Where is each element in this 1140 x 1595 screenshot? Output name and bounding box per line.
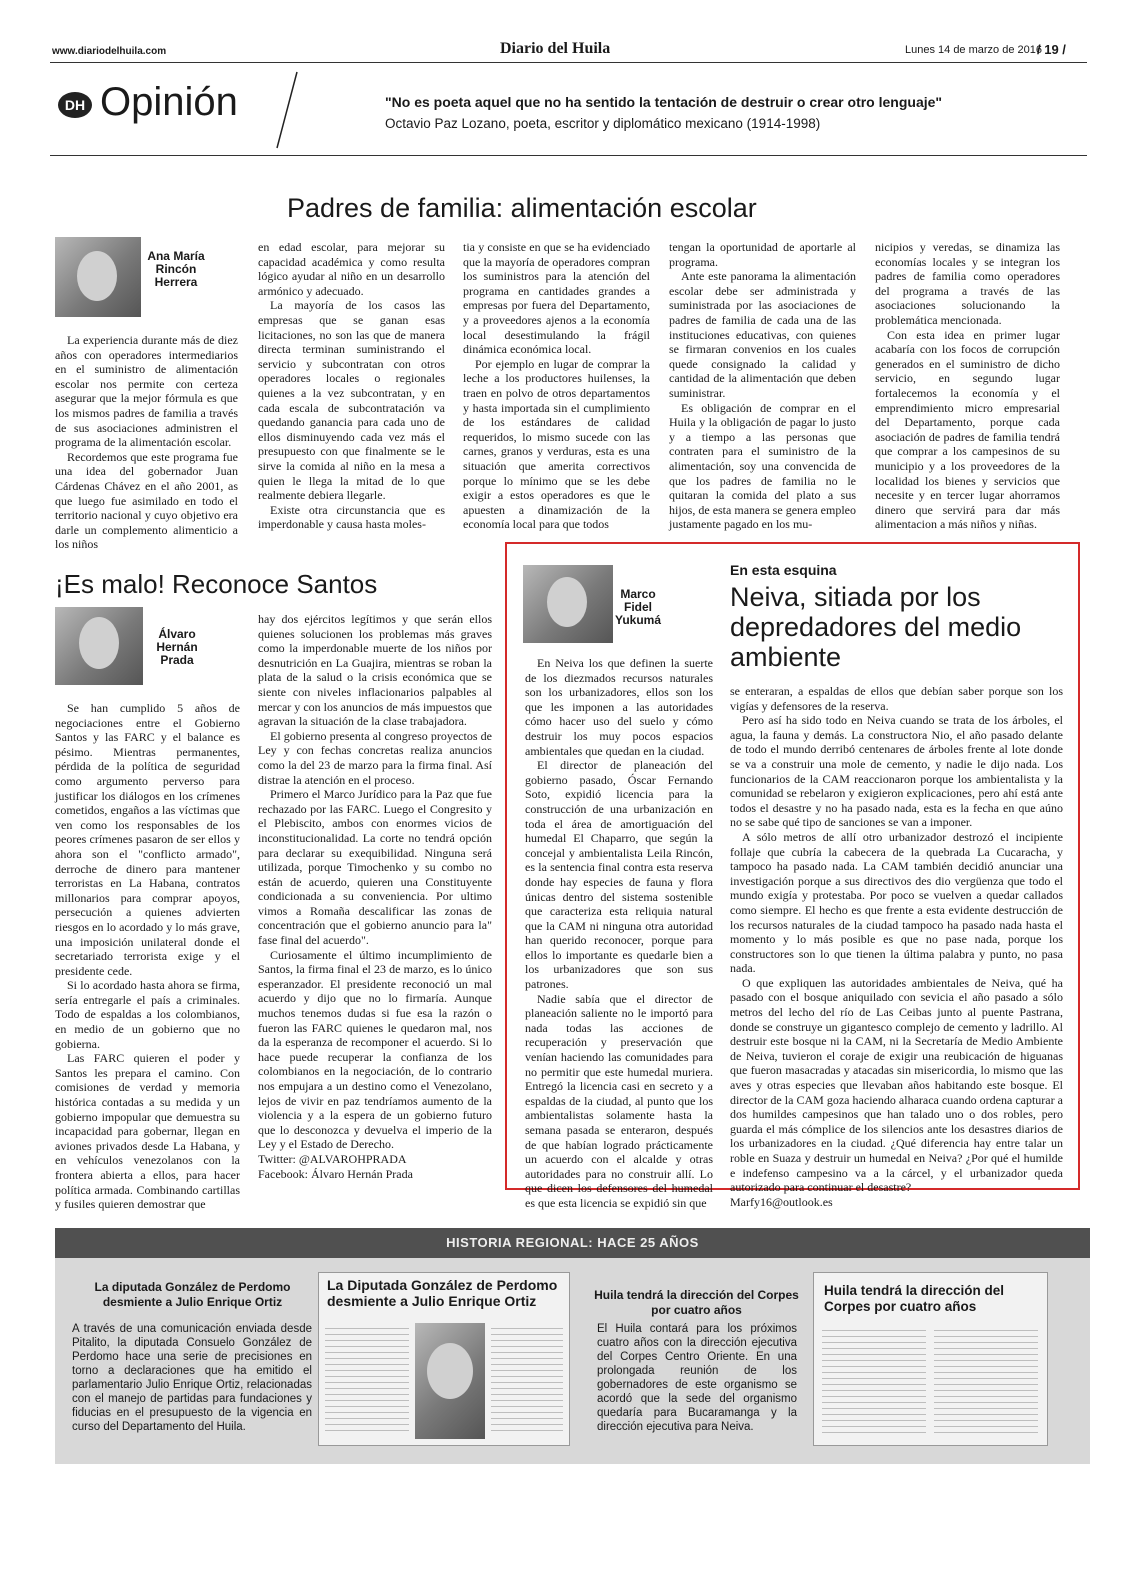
clipping-text-block [822, 1325, 926, 1437]
historia-item-title: Huila tendrá la dirección del Corpes por cuatro años [594, 1288, 799, 1317]
publication-date: Lunes 14 de marzo de 2016 [905, 44, 1042, 56]
article-column: hay dos ejércitos legítimos y que serán ellos quienes solucionen los problemas más graves como la imperdonable muerte de los niños por desnutrición en La Guajira, mientras se roban la plata de la salud o la crisis económica que se siente con niveles inflacionarios palpables al mercar y con los anuncios de más impuestos que agravan la situación de la clase trabajadora. El gobierno presenta al congreso proyectos de Ley y con fechas concretas realiza anuncios como la del 23 de marzo para la firma final. Así distrae la atención en el proceso. Primero el Marco Jurídico para la Paz que fue rechazado por las FARC. Luego el Congresito y el Plebiscito, ambos con enormes vicios de inconstitucionalidad. La corte no tendrá opción para declarar su exequibilidad. Ninguna será utilizada, porque Timochenko y su combo no están de acuerdo, quieren una Constituyente condicionada a su conveniencia. Por ultimo vimos a Romaña descalificar las zonas de concentración que el gobierno anuncio para la" fase final del acuerdo". Curiosamente el último incumplimiento de Santos, la firma final el 23 de marzo, es lo único esperanzador. El presidente reconoció un mal acuerdo y dijo que no lo firmaría. Aunque muchos tenemos dudas si fue esa la razón o fueron las FARC quienes le quedaron mal, nos da la esperanza de recomponer el acuerdo. Si lo hace puede recuperar la confianza de los colombianos en la negociación, de lo contrario nos empujara a un destino como el Venezolano, lejos de vivir en paz tendríamos aumento de la violencia y a la espera de un gobierno futuro que lo desconozca y devuelva el imperio de la Ley y el Estado de Derecho. Twitter: @ALVAROHPRADA Facebook: Álvaro Hernán Prada [258, 612, 492, 1181]
article-column: se enteraran, a espaldas de ellos que debían saber porque son los vigías y defensores de la reserva. Pero así ha sido todo en Neiva cuando se trata de los árboles, el agua, la fauna y demás. La constructora Nio, el año pasado delante de todo el mundo derribó centenares de árboles frente al lote donde se va a construir una mole de cemento, y nadie le dijo nada. Los funcionarios de la CAM reaccionaron porque los ambientalista y la comunidad se rebelaron y exigieron explicaciones, pero ahí está ante todos el desastre y no ha pasado nada, esta es la fecha en que aúno no se sabe qué tipo de sanciones se van a imponer. A sólo metros de allí otro urbanizador destrozó el incipiente follaje que cubría la cabecera de la quebrada La Cucaracha, y tampoco ha pasado nada. La CAM también decidió anunciar una investigación porque a sus directivos des dio vergüenza que todo el mundo exigía y protestaba. Por poco se vuelven a quedar callados como siempre. El hecho es que frente a esta evidente destrucción de los recursos naturales de la ciudad tampoco ha pasado nada hasta el momento y lo más posible es que no pase nada, porque los constructores son lo que tienen la última palabra y punto, no pasa nada. O que expliquen las autoridades ambientales de Neiva, qué ha pasado con el bosque aniquilado con sevicia el año pasado a sólo metros del lecho del río de Las Ceibas junto al puente Pastrana, donde se construye un gigantesco complejo de cemento y ladrillo. Al destruir este bosque ni la CAM, ni la Secretaría de Medio Ambiente de Neiva, tuvieron el coraje de exigir una reubicación de higuanas que fueron masacradas y atacadas sin misericordia, lo mismo que las aves y otras especies que llevaban años habitando este bosque. El director de la CAM goza haciendo alharaca cuando ordena capturar a dos humildes campesinos que han talado uno o dos robles, pero guarda el más cómplice de los silencios ante los desastres diarios de los urbanizadores en la ciudad. ¿Qué diferencia hay entre talar un roble en Suaza y destruir un humedal en Neiva? ¿Por qué el humilde e indefenso campesino va a la cárcel, y el urbanizador queda autorizado para continuar el desastre? Marfy16@outlook.es [730, 684, 1063, 1209]
clipping-headline: Huila tendrá la dirección del Corpes por cuatro años [824, 1283, 1005, 1314]
article-column: nicipios y veredas, se dinamiza las economías locales y se integran los padres de familia como operadores del programa a través de las asociaciones solucionando la problemática mencionada. Con esta idea en primer lugar acabaría con los focos de corrupción generados en el suministro de dicho servicio, en segundo lugar fortalecemos la economía y el emprendimiento micro empresarial del Departamento, porque cada asociación de padres de familia tendrá que comprar a los campesinos de su municipio y a los proveedores de la localidad los bienes y servicios que necesite y en tercer lugar ahorramos dinero que servirá para dar más alimentacion a más niños y niñas. [875, 240, 1060, 532]
newspaper-name: Diario del Huila [500, 40, 611, 57]
newspaper-clipping [318, 1272, 570, 1446]
section-title: Opinión [100, 80, 238, 124]
historia-item-body: El Huila contará para los próximos cuatro años con la dirección ejecutiva del Corpes Centro Oriente. En una prolongada reunión de los gobernadores de este organismo se acordó que la sede del organismo quedaría para Bucaramanga y la dirección ejecutiva para Neiva. [597, 1323, 797, 1433]
page-number: / 19 / [1037, 42, 1066, 57]
article-column: Se han cumplido 5 años de negociaciones entre el Gobierno Santos y las FARC y el balance es pésimo. Mientras permanentes, pérdida de la política de seguridad como argumento perverso para justificar los diálogos en los crímenes cometidos, engaños a las víctimas que ven como los responsables de los peores crímenes pasaron de ser ellos y ahora son el "conflicto armado", derroche de dinero para mantener terroristas en La Habana, contratos millonarios para comprar apoyos, persecución a quienes advierten riesgos en lo acordado y lo más grave, una imposición unilateral donde el secretariado terrorista exige y el presidente cede. Si lo acordado hasta ahora se firma, sería entregarle el país a criminales. Todo de espaldas a los colombianos, en medio de un gobierno que no gobierna. Las FARC quieren el poder y Santos les prepara el camino. Con comisiones de verdad y memoria histórica contadas a su medida y un gobierno impopular que demuestra su incapacidad para gobernar, llegan en aviones privados desde La Habana, y en vehículos venezolanos con la frontera abierta a ellos, para hacer política armada. Combinando cartillas y fusiles quieren demostrar que [55, 701, 240, 1212]
article-title: ¡Es malo! Reconoce Santos [55, 569, 378, 599]
author-photo [55, 607, 143, 685]
clipping-headline: La Diputada González de Perdomo desmiente a Julio Enrique Ortiz [327, 1277, 558, 1309]
author-email: Marfy16@outlook.es [730, 1194, 833, 1209]
clipping-text-block [325, 1323, 409, 1433]
article-column: tengan la oportunidad de aportarle al programa. Ante este panorama la alimentación escolar debe ser administrada y suministrada por las asociaciones de padres de familia de cada una de las instituciones educativas, con quienes se firmaran convenios en los cuales quede consignado la calidad y cantidad de la alimentación que deben suministrar. Es obligación de comprar en el Huila y la obligación de pagar lo justo y a tiempo a las personas que contraten para el suministro de la alimentación, soy una convencida de que los padres de familia no le quitaran la comida del plato a sus hijos, de esta manera se genera empleo justamente pagado en los mu- [669, 240, 856, 532]
historia-item-body: A través de una comunicación enviada desde Pitalito, la diputada Consuelo González de Perdomo hace una serie de precisiones en torno a declaraciones que ha emitido el parlamentario Julio Enrique Ortiz, relacionadas con el manejo de partidas para fundaciones y fiducias en el presupuesto de la vigencia en curso del Departamento del Huila. [72, 1323, 312, 1433]
author-name: Marco Fidel Yukumá [614, 587, 662, 627]
clipping-photo [415, 1323, 485, 1439]
author-photo [523, 565, 613, 643]
article-column: La experiencia durante más de diez años con operadores intermediarios en el suministro de alimentación escolar nos permite con certeza asegurar que la mejor fórmula es que los mismos padres de familia a través de sus asociaciones administren el programa de la alimentación escolar. Recordemos que este programa fue una idea del gobernador Juan Cárdenas Chávez en el año 2001, as que luego fue asimilado en todo el territorio nacional y cuyo objetivo era darle un complemento alimenticio a los niños [55, 333, 238, 552]
article-column: tia y consiste en que se ha evidenciado que la mayoría de operadores compran los suministros para la atención del programa en cantidades grandes a empresas por fuera del Departamento, y a proveedores ajenos a la economía local desestimulando la frágil dinámica económica local. Por ejemplo en lugar de comprar la leche a los productores huilenses, la traen en polvo de otros departamentos y hasta importada sin el cumplimiento de los estándares de calidad requeridos, lo mismo sucede con las carnes, granos y verduras, esta es una situación que amerita correctivos porque lo mínimo que se les debe exigir a estos operadores es que le apuesten a dinamización de la economía local para que todos [463, 240, 650, 532]
article-title: Neiva, sitiada por los depredadores del medio ambiente [730, 582, 1022, 672]
historia-banner: HISTORIA REGIONAL: HACE 25 AÑOS [55, 1228, 1090, 1258]
author-name: Álvaro Hernán Prada [156, 627, 198, 667]
author-photo [55, 237, 141, 317]
header-rule [50, 62, 1087, 63]
newspaper-clipping [813, 1272, 1048, 1446]
column-kicker: En esta esquina [730, 562, 837, 578]
clipping-text-block [491, 1323, 563, 1433]
twitter-handle: Twitter: @ALVAROHPRADA [258, 1151, 407, 1166]
quote-attribution: Octavio Paz Lozano, poeta, escritor y diplomático mexicano (1914-1998) [385, 116, 821, 131]
historia-item-title: La diputada González de Perdomo desmiente a Julio Enrique Ortiz [94, 1280, 291, 1309]
website-url: www.diariodelhuila.com [52, 46, 167, 57]
article-column: En Neiva los que definen la suerte de los diezmados recursos naturales son los urbanizadores, ellos son los que les imponen a las autoridades cómo hacer uso del suelo y cómo destruir los muy pocos espacios ambientales que quedan en la ciudad. El director de planeación del gobierno pasado, Óscar Fernando Soto, expidió licencia para la construcción de una urbanización en toda el área de amortiguación del humedal El Chaparro, que según la concejal y ambientalista Leila Rincón, es la sentencia final contra esta reserva donde hay especies de fauna y flora únicas dentro del sistema sostenible que caracteriza esta reliquia natural que la CAM ni ninguna otra autoridad han querido reconocer, porque para ellos lo importante es quedarle bien a los urbanizadores que son sus patrones. Nadie sabía que el director de planeación saliente no le importó para nada todas las acciones de recuperación y preservación que venían haciendo las comunidades para no permitir que este humedal muriera. Entregó la licencia casi en secreto y a espaldas de la ciudad, al punto que los ambientalistas solamente hasta la semana pasada se enteraron, después de que habían logrado prácticamente un acuerdo con el alcalde y otras autoridades para no construir allí. Lo que dicen los defensores del humedal es que esta licencia se expidió sin que [525, 656, 713, 1210]
clipping-text-block [934, 1325, 1038, 1437]
masthead-rule [50, 155, 1087, 156]
author-name: Ana María Rincón Herrera [147, 249, 205, 289]
article-title: Padres de familia: alimentación escolar [287, 193, 757, 223]
dh-logo: DH [58, 92, 92, 118]
header-quote: "No es poeta aquel que no ha sentido la tentación de destruir o crear otro lenguaje" [385, 94, 943, 110]
article-column: en edad escolar, para mejorar su capacidad académica y como resulta lógico ayudar al niño en un desarrollo armónico y adecuado. La mayoría de los casos las empresas que se ganan esas licitaciones, no son las que de manera directa terminan suministrando el servicio y subcontratan con otros operadores locales o regionales quienes a la vez subcontratan, y en cada escala de subcontratación va quedando ganancia para cada uno de ellos disminuyendo cada vez más el presupuesto con que finalmente se le sirve la comida al niño en la mesa a quien le llega la mitad de lo que realmente debiera llegarle. Existe otra circunstancia que es imperdonable y causa hasta moles- [258, 240, 445, 532]
facebook-handle: Facebook: Álvaro Hernán Prada [258, 1166, 413, 1181]
slash-divider [275, 70, 299, 150]
